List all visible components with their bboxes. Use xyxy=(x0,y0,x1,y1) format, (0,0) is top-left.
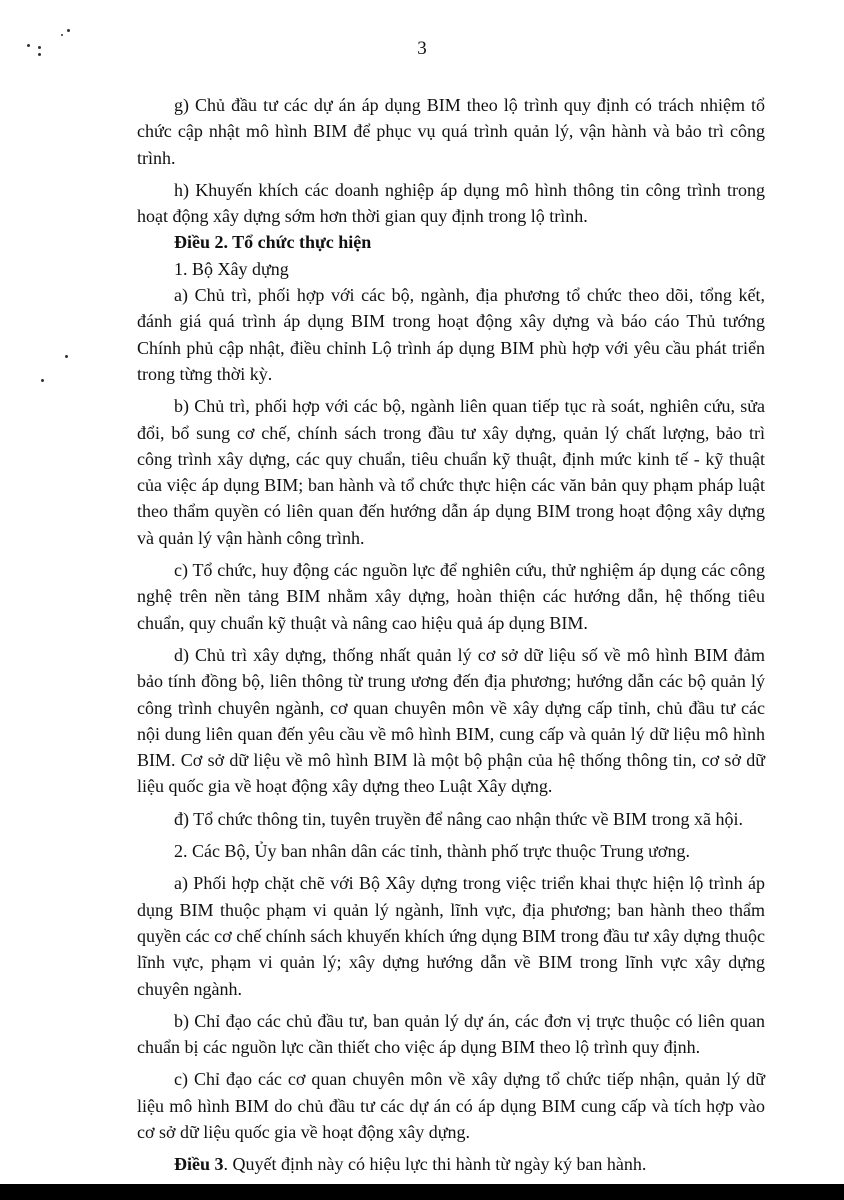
article-3-label: Điều 3 xyxy=(174,1154,224,1175)
paragraph-2b: b) Chỉ đạo các chủ đầu tư, ban quản lý dự án, các đơn vị trực thuộc có liên quan chuẩn bị các nguồn lực cần thiết cho việc áp dụng BIM theo lộ trình quy định. xyxy=(137,1010,765,1058)
paragraph-h: h) Khuyến khích các doanh nghiệp áp dụng mô hình thông tin công trình trong hoạt động xây dựng sớm hơn thời gian quy định trong lộ trình. xyxy=(137,179,765,227)
article-3-text: . Quyết định này có hiệu lực thi hành từ ngày ký ban hành. xyxy=(223,1154,647,1175)
paragraph-1a: a) Chủ trì, phối hợp với các bộ, ngành, địa phương tổ chức theo dõi, tổng kết, đánh giá quá trình áp dụng BIM trong hoạt động xây dựng và báo cáo Thủ tướng Chính phủ cập nhật, điều chỉnh Lộ trình áp dụng BIM phù hợp với yêu cầu phát triển trong từng thời kỳ. xyxy=(137,285,765,384)
scan-speck xyxy=(61,34,63,36)
paragraph-1b: b) Chủ trì, phối hợp với các bộ, ngành liên quan tiếp tục rà soát, nghiên cứu, sửa đổi, bổ sung cơ chế, chính sách trong đầu tư xây dựng, quản lý chất lượng, bảo trì công trình xây dựng, các quy chuẩn, tiêu chuẩn kỹ thuật, định mức kinh tế - kỹ thuật của việc áp dụng BIM; ban hành và tổ chức thực hiện các văn bản quy phạm pháp luật theo thẩm quyền có liên quan đến hướng dẫn áp dụng BIM trong hoạt động xây dựng và quản lý vận hành công trình. xyxy=(137,396,765,548)
paragraph-g: g) Chủ đầu tư các dự án áp dụng BIM theo lộ trình quy định có trách nhiệm tổ chức cập nhật mô hình BIM để phục vụ quá trình quản lý, vận hành và bảo trì công trình. xyxy=(137,95,765,168)
section-1-heading: 1. Bộ Xây dựng xyxy=(174,258,289,279)
scan-speck xyxy=(38,46,41,49)
scan-speck xyxy=(27,44,30,47)
paragraph-1dd: đ) Tổ chức thông tin, tuyên truyền để nâng cao nhận thức về BIM trong xã hội. xyxy=(174,808,744,829)
page-number: 3 xyxy=(417,38,427,59)
scan-speck xyxy=(65,355,68,358)
scan-speck xyxy=(38,53,41,56)
paragraph-2c: c) Chỉ đạo các cơ quan chuyên môn về xây dựng tổ chức tiếp nhận, quản lý dữ liệu mô hình BIM do chủ đầu tư các dự án có áp dụng BIM cung cấp và tích hợp vào cơ sở dữ liệu quốc gia về hoạt động xây dựng. xyxy=(137,1069,765,1142)
scan-speck xyxy=(67,29,70,32)
paragraph-2a: a) Phối hợp chặt chẽ với Bộ Xây dựng trong việc triển khai thực hiện lộ trình áp dụng BIM thuộc phạm vi quản lý ngành, lĩnh vực, địa phương; ban hành theo thẩm quyền các cơ chế chính sách khuyến khích ứng dụng BIM trong đầu tư xây dựng thuộc lĩnh vực, phạm vi quản lý; xây dựng hướng dẫn về BIM trong lĩnh vực xây dựng chuyên ngành. xyxy=(137,873,765,999)
article-3 xyxy=(137,1151,765,1177)
document-body xyxy=(137,92,765,1178)
scan-speck xyxy=(41,379,44,382)
paragraph-1c: c) Tổ chức, huy động các nguồn lực để nghiên cứu, thử nghiệm áp dụng các công nghệ trên nền tảng BIM nhằm xây dựng, hoàn thiện các hướng dẫn, hệ thống tiêu chuẩn, quy chuẩn kỹ thuật và nâng cao hiệu quả áp dụng BIM. xyxy=(137,560,765,633)
paragraph-1d: d) Chủ trì xây dựng, thống nhất quản lý cơ sở dữ liệu số về mô hình BIM đảm bảo tính đồng bộ, liên thông từ trung ương đến địa phương; hướng dẫn các bộ quản lý công trình chuyên ngành, cơ quan chuyên môn về xây dựng cấp tỉnh, chủ đầu tư các nội dung liên quan đến yêu cầu về mô hình BIM, cung cấp và quản lý dữ liệu mô hình BIM. Cơ sở dữ liệu về mô hình BIM là một bộ phận của hệ thống thông tin, cơ sở dữ liệu quốc gia về hoạt động xây dựng theo Luật Xây dựng. xyxy=(137,644,765,797)
section-2-heading: 2. Các Bộ, Ủy ban nhân dân các tỉnh, thành phố trực thuộc Trung ương. xyxy=(174,841,690,862)
scan-bottom-edge xyxy=(0,1184,844,1200)
article-2-heading: Điều 2. Tổ chức thực hiện xyxy=(174,232,372,253)
